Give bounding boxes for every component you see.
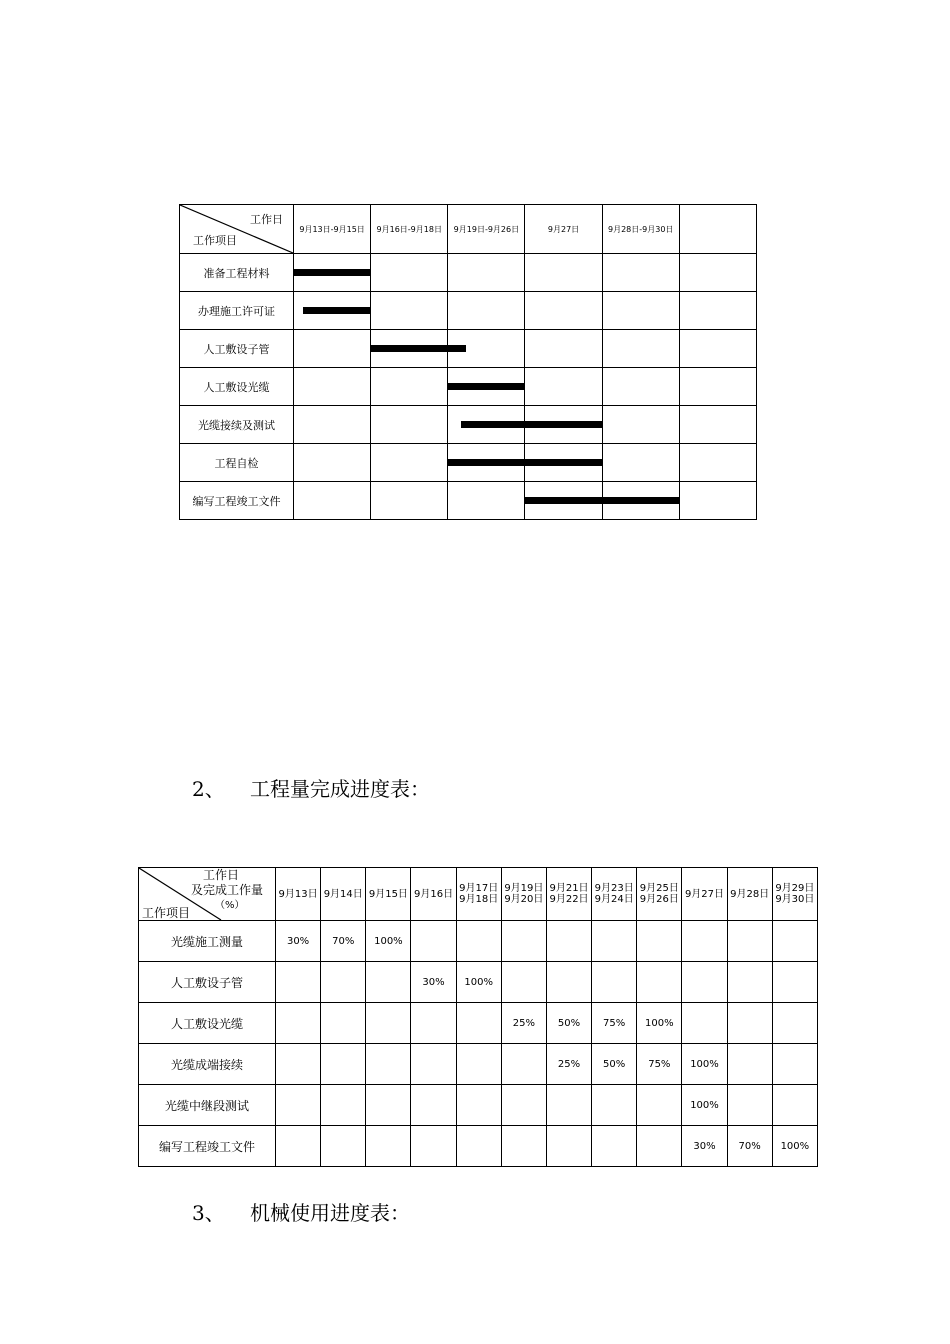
gantt-row xyxy=(180,292,757,330)
progress-column-header: 9月16日 xyxy=(411,868,456,921)
progress-cell: 30% xyxy=(682,1126,727,1167)
section-2-heading xyxy=(192,773,430,802)
progress-cell xyxy=(276,1085,321,1126)
progress-cell xyxy=(592,1126,637,1167)
progress-cell xyxy=(501,921,546,962)
gantt-cell xyxy=(448,292,525,330)
progress-column-header: 9月25日 9月26日 xyxy=(637,868,682,921)
progress-cell xyxy=(727,1003,772,1044)
progress-row-label: 光缆中继段测试 xyxy=(139,1085,276,1126)
gantt-cell xyxy=(679,292,756,330)
progress-column-header: 9月17日 9月18日 xyxy=(456,868,501,921)
progress-cell xyxy=(366,1003,411,1044)
gantt-cell xyxy=(679,482,756,520)
gantt-cell xyxy=(448,482,525,520)
progress-cell xyxy=(727,962,772,1003)
progress-cell: 100% xyxy=(682,1044,727,1085)
progress-row-label: 编写工程竣工文件 xyxy=(139,1126,276,1167)
progress-column-header: 9月19日 9月20日 xyxy=(501,868,546,921)
gantt-bar xyxy=(448,383,524,390)
progress-cell: 50% xyxy=(546,1003,591,1044)
progress-cell xyxy=(456,1044,501,1085)
progress-cell xyxy=(727,921,772,962)
gantt-cell xyxy=(371,254,448,292)
progress-row-label: 光缆成端接续 xyxy=(139,1044,276,1085)
gantt-corner-top: 工作日 xyxy=(250,213,283,226)
gantt-cell xyxy=(525,406,602,444)
progress-header-row xyxy=(139,868,818,921)
gantt-cell xyxy=(294,254,371,292)
progress-cell xyxy=(456,1085,501,1126)
progress-corner-bottom: 工作项目 xyxy=(142,906,191,920)
progress-cell xyxy=(411,1085,456,1126)
gantt-bar xyxy=(448,459,524,466)
progress-cell xyxy=(366,1085,411,1126)
gantt-cell xyxy=(448,254,525,292)
progress-column-header: 9月13日 xyxy=(276,868,321,921)
gantt-cell xyxy=(294,482,371,520)
gantt-bar xyxy=(461,421,524,428)
progress-cell xyxy=(501,1044,546,1085)
progress-cell xyxy=(682,962,727,1003)
progress-cell xyxy=(637,921,682,962)
gantt-bar xyxy=(525,421,601,428)
progress-cell xyxy=(321,962,366,1003)
progress-column-header: 9月21日 9月22日 xyxy=(546,868,591,921)
progress-cell xyxy=(772,1085,817,1126)
gantt-column-header: 9月28日-9月30日 xyxy=(602,205,679,254)
progress-column-header: 9月23日 9月24日 xyxy=(592,868,637,921)
progress-cell xyxy=(546,921,591,962)
progress-cell: 25% xyxy=(501,1003,546,1044)
progress-cell xyxy=(682,1003,727,1044)
progress-cell xyxy=(456,921,501,962)
gantt-cell xyxy=(371,406,448,444)
gantt-column-header: 9月19日-9月26日 xyxy=(448,205,525,254)
gantt-cell xyxy=(602,406,679,444)
gantt-row-label: 人工敷设子管 xyxy=(180,330,294,368)
gantt-cell xyxy=(679,254,756,292)
gantt-cell xyxy=(602,254,679,292)
gantt-cell xyxy=(448,406,525,444)
gantt-bar xyxy=(603,497,679,504)
gantt-cell xyxy=(602,292,679,330)
progress-cell xyxy=(546,962,591,1003)
gantt-column-header: 9月27日 xyxy=(525,205,602,254)
progress-cell: 100% xyxy=(366,921,411,962)
progress-row xyxy=(139,1003,818,1044)
gantt-column-header: 9月16日-9月18日 xyxy=(371,205,448,254)
gantt-cell xyxy=(371,330,448,368)
gantt-cell xyxy=(294,406,371,444)
gantt-cell xyxy=(679,444,756,482)
progress-cell xyxy=(321,1085,366,1126)
progress-cell xyxy=(366,1044,411,1085)
progress-cell xyxy=(411,921,456,962)
progress-cell xyxy=(546,1085,591,1126)
section-3-title: 机械使用进度表： xyxy=(250,1201,410,1225)
gantt-cell xyxy=(525,254,602,292)
progress-cell xyxy=(276,962,321,1003)
progress-cell xyxy=(321,1003,366,1044)
progress-cell xyxy=(772,1044,817,1085)
gantt-cell xyxy=(679,368,756,406)
progress-cell xyxy=(276,1003,321,1044)
progress-cell xyxy=(276,1044,321,1085)
progress-cell xyxy=(411,1044,456,1085)
progress-cell: 30% xyxy=(276,921,321,962)
progress-cell xyxy=(366,1126,411,1167)
progress-row xyxy=(139,962,818,1003)
progress-cell: 100% xyxy=(637,1003,682,1044)
gantt-row-label: 编写工程竣工文件 xyxy=(180,482,294,520)
progress-cell xyxy=(637,1085,682,1126)
progress-cell xyxy=(501,1126,546,1167)
progress-cell xyxy=(501,1085,546,1126)
progress-cell xyxy=(772,921,817,962)
gantt-row xyxy=(180,368,757,406)
section-3-number: 3、 xyxy=(192,1201,225,1225)
gantt-row-label: 光缆接续及测试 xyxy=(180,406,294,444)
gantt-cell xyxy=(294,292,371,330)
gantt-row xyxy=(180,330,757,368)
progress-cell xyxy=(321,1126,366,1167)
gantt-cell xyxy=(525,444,602,482)
progress-column-header: 9月28日 xyxy=(727,868,772,921)
progress-cell: 75% xyxy=(592,1003,637,1044)
gantt-cell xyxy=(602,368,679,406)
progress-cell xyxy=(411,1126,456,1167)
gantt-cell xyxy=(602,444,679,482)
progress-row xyxy=(139,921,818,962)
progress-row xyxy=(139,1085,818,1126)
progress-cell: 100% xyxy=(682,1085,727,1126)
gantt-cell xyxy=(371,368,448,406)
gantt-cell xyxy=(679,406,756,444)
gantt-column-header xyxy=(679,205,756,254)
progress-cell: 100% xyxy=(456,962,501,1003)
gantt-corner-cell xyxy=(180,205,294,254)
progress-column-header: 9月29日 9月30日 xyxy=(772,868,817,921)
progress-cell: 50% xyxy=(592,1044,637,1085)
gantt-header-row xyxy=(180,205,757,254)
section-3-heading xyxy=(192,1197,410,1226)
gantt-cell xyxy=(525,330,602,368)
progress-cell xyxy=(456,1003,501,1044)
section-2-number: 2、 xyxy=(192,777,225,801)
progress-cell xyxy=(592,1085,637,1126)
progress-cell xyxy=(592,962,637,1003)
gantt-row-label: 工程自检 xyxy=(180,444,294,482)
gantt-bar xyxy=(303,307,370,314)
gantt-bar xyxy=(525,459,601,466)
gantt-cell xyxy=(448,368,525,406)
progress-row-label: 人工敷设子管 xyxy=(139,962,276,1003)
progress-cell xyxy=(772,962,817,1003)
progress-cell xyxy=(456,1126,501,1167)
gantt-row-label: 人工敷设光缆 xyxy=(180,368,294,406)
progress-row-label: 光缆施工测量 xyxy=(139,921,276,962)
progress-column-header: 9月15日 xyxy=(366,868,411,921)
progress-cell: 70% xyxy=(321,921,366,962)
gantt-corner-bottom: 工作项目 xyxy=(193,234,237,247)
gantt-cell xyxy=(525,482,602,520)
gantt-cell xyxy=(371,444,448,482)
progress-cell xyxy=(366,962,411,1003)
progress-table xyxy=(138,867,818,1167)
progress-cell xyxy=(501,962,546,1003)
progress-cell xyxy=(682,921,727,962)
progress-cell: 70% xyxy=(727,1126,772,1167)
gantt-row-label: 准备工程材料 xyxy=(180,254,294,292)
gantt-column-header: 9月13日-9月15日 xyxy=(294,205,371,254)
progress-row-label: 人工敷设光缆 xyxy=(139,1003,276,1044)
gantt-cell xyxy=(448,444,525,482)
progress-cell xyxy=(772,1003,817,1044)
gantt-row xyxy=(180,406,757,444)
gantt-cell xyxy=(525,292,602,330)
gantt-row xyxy=(180,444,757,482)
progress-corner-cell xyxy=(139,868,276,921)
progress-cell: 30% xyxy=(411,962,456,1003)
gantt-cell xyxy=(294,368,371,406)
gantt-bar xyxy=(525,497,601,504)
progress-cell xyxy=(276,1126,321,1167)
gantt-cell xyxy=(371,482,448,520)
gantt-bar xyxy=(371,345,466,352)
gantt-cell xyxy=(525,368,602,406)
gantt-cell xyxy=(602,482,679,520)
progress-cell xyxy=(411,1003,456,1044)
progress-row xyxy=(139,1044,818,1085)
progress-cell: 75% xyxy=(637,1044,682,1085)
progress-corner-top: 工作日 xyxy=(203,868,240,882)
progress-cell xyxy=(592,921,637,962)
progress-cell xyxy=(637,962,682,1003)
gantt-row-label: 办理施工许可证 xyxy=(180,292,294,330)
progress-corner-unit: （%） xyxy=(215,900,245,911)
progress-row xyxy=(139,1126,818,1167)
progress-column-header: 9月27日 xyxy=(682,868,727,921)
gantt-cell xyxy=(602,330,679,368)
gantt-bar xyxy=(294,269,370,276)
gantt-cell xyxy=(679,330,756,368)
gantt-row xyxy=(180,254,757,292)
gantt-cell xyxy=(294,444,371,482)
progress-cell xyxy=(321,1044,366,1085)
progress-cell xyxy=(637,1126,682,1167)
schedule-gantt-table xyxy=(179,204,757,520)
section-2-title: 工程量完成进度表： xyxy=(250,777,430,801)
progress-column-header: 9月14日 xyxy=(321,868,366,921)
progress-cell xyxy=(727,1085,772,1126)
progress-cell xyxy=(546,1126,591,1167)
progress-corner-mid: 及完成工作量 xyxy=(191,883,264,897)
gantt-cell xyxy=(294,330,371,368)
progress-cell: 100% xyxy=(772,1126,817,1167)
progress-cell: 25% xyxy=(546,1044,591,1085)
progress-cell xyxy=(727,1044,772,1085)
gantt-row xyxy=(180,482,757,520)
gantt-cell xyxy=(371,292,448,330)
